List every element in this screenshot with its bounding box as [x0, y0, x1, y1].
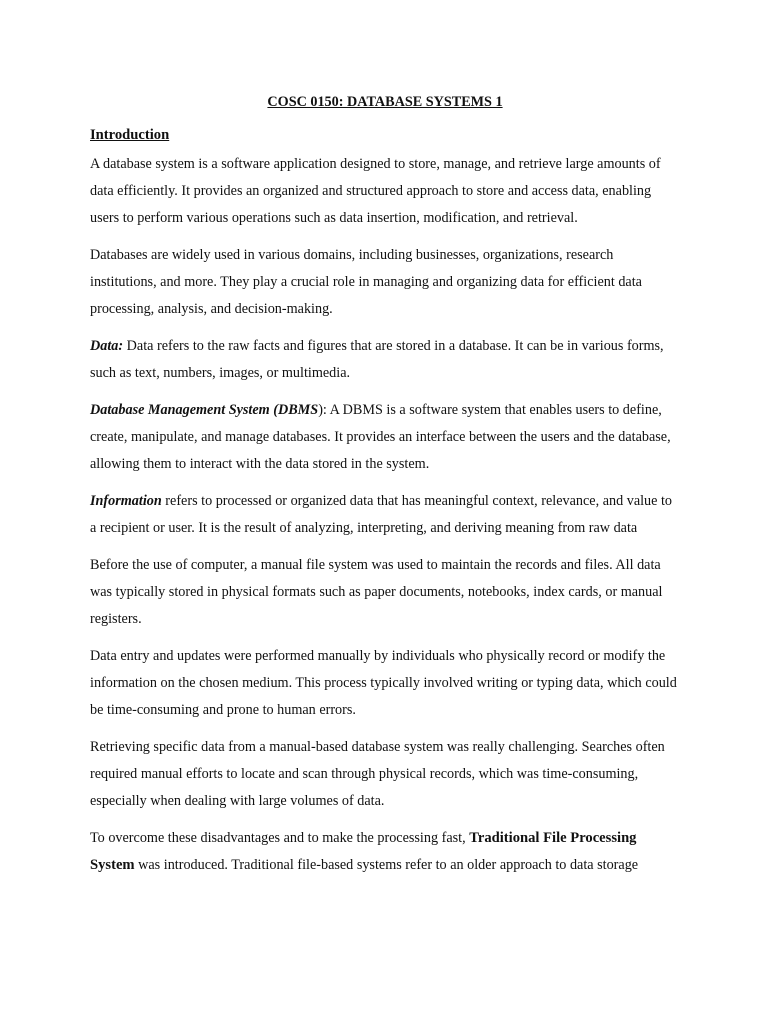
paragraph-usage: Databases are widely used in various domains, including businesses, organizations, research institutions, and more. They play a crucial role in managing and organizing data for efficient data processing, analysis, and decision-making. — [90, 247, 642, 317]
term-traditional-file-processing: Traditional File Processing System — [90, 830, 637, 873]
term-data: Data: — [90, 338, 124, 354]
paragraph-intro: A database system is a software application designed to store, manage, and retrieve large amounts of data efficiently. It provides an organized and structured approach to store and access data, enabling users to perform various operations such as data insertion, modification, and retrieval. — [90, 156, 661, 226]
text-data: Data refers to the raw facts and figures that are stored in a database. It can be in various forms, such as text, numbers, images, or multimedia. — [90, 338, 664, 381]
text-overcome-a: To overcome these disadvantages and to make the processing fast, — [90, 830, 470, 846]
text-dbms: ): A DBMS is a software system that enables users to define, create, manipulate, and manage databases. It provides an interface between the users and the database, allowing them to interact with the data stored in the system. — [90, 402, 671, 472]
paragraph-retrieve: Retrieving specific data from a manual-based database system was really challenging. Searches often required manual efforts to locate and scan through physical records, which was time-consuming, especially when dealing with large volumes of data. — [90, 739, 665, 809]
paragraph-information — [90, 488, 680, 542]
paragraph-dbms — [90, 397, 680, 478]
paragraph-overcome — [90, 825, 680, 879]
document-title: COSC 0150: DATABASE SYSTEMS 1 — [267, 94, 503, 110]
document-page — [90, 90, 680, 879]
paragraph-data — [90, 333, 680, 387]
section-heading: Introduction — [90, 127, 170, 143]
text-overcome-b: was introduced. Traditional file-based systems refer to an older approach to data storage — [134, 857, 639, 873]
term-dbms: Database Management System (DBMS — [90, 402, 319, 418]
paragraph-manual: Before the use of computer, a manual file system was used to maintain the records and files. All data was typically stored in physical formats such as paper documents, notebooks, index cards, or manual registers. — [90, 557, 663, 627]
term-information: Information — [90, 493, 162, 509]
paragraph-entry: Data entry and updates were performed manually by individuals who physically record or modify the information on the chosen medium. This process typically involved writing or typing data, which could be time-consuming and prone to human errors. — [90, 648, 677, 718]
text-information: refers to processed or organized data that has meaningful context, relevance, and value to a recipient or user. It is the result of analyzing, interpreting, and deriving meaning from raw data — [90, 493, 673, 536]
